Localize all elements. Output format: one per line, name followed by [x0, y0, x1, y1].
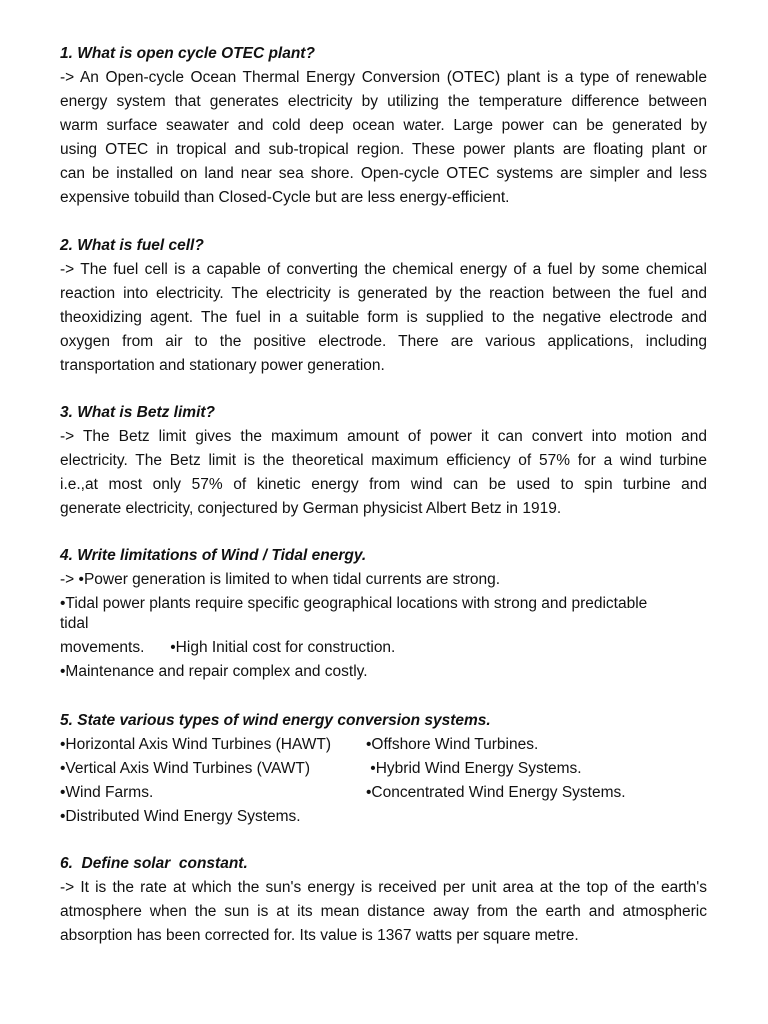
- answer-line: -> The Betz limit gives the maximum amount of power it can convert into motion and: [60, 428, 707, 445]
- question-3: [60, 401, 707, 521]
- answer-line: can be installed on land near sea shore. Open-cycle OTEC systems are simpler and less: [60, 165, 707, 182]
- list-item: •Horizontal Axis Wind Turbines (HAWT): [60, 736, 332, 753]
- answer-line: atmosphere when the sun is at its mean distance away from the earth and atmospheric: [60, 903, 707, 920]
- list-row: [60, 781, 707, 805]
- answer-line: theoxidizing agent. The fuel in a suitable form is supplied to the negative electrode and: [60, 309, 707, 326]
- answer-line: oxygen from air to the positive electrode. There are various applications, including: [60, 333, 707, 350]
- list-item: •Concentrated Wind Energy Systems.: [366, 784, 626, 801]
- answer-line: warm surface seawater and cold deep ocean water. Large power can be generated by: [60, 117, 707, 134]
- answer-line: movements. •High Initial cost for construction.: [60, 639, 396, 656]
- question-6: [60, 852, 707, 948]
- answer-line: transportation and stationary power generation.: [60, 357, 385, 374]
- answer-line: •Maintenance and repair complex and costly.: [60, 663, 368, 680]
- list-item: •Distributed Wind Energy Systems.: [60, 808, 301, 825]
- list-row: [60, 733, 707, 757]
- list-item: •Offshore Wind Turbines.: [366, 736, 539, 753]
- answer-line: -> The fuel cell is a capable of converting the chemical energy of a fuel by some chemical: [60, 261, 707, 278]
- question-1-heading: 1. What is open cycle OTEC plant?: [60, 45, 315, 62]
- answer-line: electricity. The Betz limit is the theoretical maximum efficiency of 57% for a wind turbine: [60, 452, 707, 469]
- answer-line: using OTEC in tropical and sub-tropical region. These power plants are floating plant or: [60, 141, 707, 158]
- list-item: •Wind Farms.: [60, 784, 154, 801]
- list-item: •Vertical Axis Wind Turbines (VAWT): [60, 760, 311, 777]
- answer-line: expensive tobuild than Closed-Cycle but are less energy-efficient.: [60, 189, 510, 206]
- answer-line: -> An Open-cycle Ocean Thermal Energy Conversion (OTEC) plant is a type of renewable: [60, 69, 707, 86]
- answer-line: •Tidal power plants require specific geographical locations with strong and predictable: [60, 595, 648, 612]
- question-6-heading: 6. Define solar constant.: [60, 855, 248, 872]
- answer-line: i.e.,at most only 57% of kinetic energy from wind can be used to spin turbine and: [60, 476, 707, 493]
- answer-line: generate electricity, conjectured by German physicist Albert Betz in 1919.: [60, 500, 562, 517]
- list-row: [60, 757, 707, 781]
- list-item: •Hybrid Wind Energy Systems.: [366, 760, 582, 777]
- question-1: [60, 42, 707, 210]
- question-4-heading: 4. Write limitations of Wind / Tidal energy.: [60, 547, 367, 564]
- list-row: [60, 805, 707, 829]
- answer-line: absorption has been corrected for. Its value is 1367 watts per square metre.: [60, 927, 579, 944]
- answer-line: reaction into electricity. The electricity is generated by the reaction between the fuel and: [60, 285, 707, 302]
- answer-line: -> •Power generation is limited to when tidal currents are strong.: [60, 571, 501, 588]
- question-2: [60, 234, 707, 378]
- answer-line: tidal: [60, 615, 89, 632]
- question-2-heading: 2. What is fuel cell?: [60, 237, 204, 254]
- answer-line: -> It is the rate at which the sun's energy is received per unit area at the top of the earth's: [60, 879, 707, 896]
- question-5: [60, 709, 707, 829]
- question-4: [60, 544, 707, 684]
- question-3-heading: 3. What is Betz limit?: [60, 404, 216, 421]
- question-5-heading: 5. State various types of wind energy conversion systems.: [60, 712, 491, 729]
- answer-line: energy system that generates electricity by utilizing the temperature difference between: [60, 93, 707, 110]
